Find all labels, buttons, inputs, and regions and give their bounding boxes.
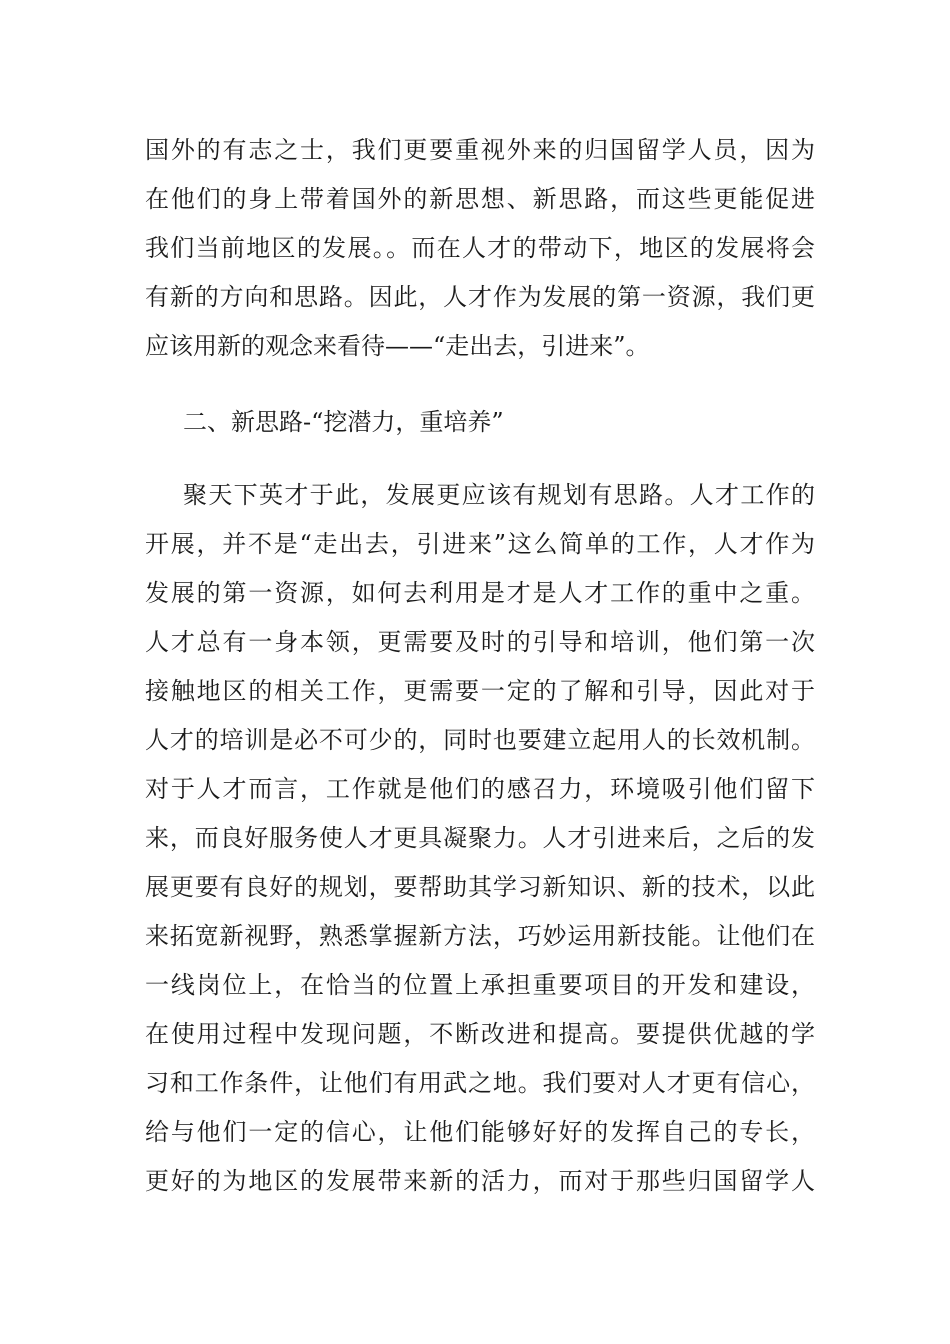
paragraph-line: 来，而良好服务使人才更具凝聚力。人才引进来后，之后的发 (145, 824, 815, 852)
paragraph-line: 应该用新的观念来看待——“走出去，引进来”。 (145, 332, 650, 360)
paragraph-line: 人才总有一身本领，更需要及时的引导和培训，他们第一次 (145, 628, 815, 656)
paragraph-line: 对于人才而言，工作就是他们的感召力，环境吸引他们留下 (145, 775, 815, 803)
paragraph-line: 在他们的身上带着国外的新思想、新思路，而这些更能促进 (145, 185, 815, 213)
paragraph-line: 有新的方向和思路。因此，人才作为发展的第一资源，我们更 (145, 283, 815, 311)
section-heading (145, 398, 815, 447)
paragraph-1 (145, 126, 815, 371)
paragraph-line: 我们当前地区的发展。。而在人才的带动下，地区的发展将会 (145, 234, 815, 262)
paragraph-line: 给与他们一定的信心，让他们能够好好的发挥自己的专长， (145, 1118, 815, 1146)
paragraph-line: 国外的有志之士，我们更要重视外来的归国留学人员，因为 (145, 136, 815, 164)
paragraph-line: 更好的为地区的发展带来新的活力，而对于那些归国留学人 (145, 1167, 815, 1195)
paragraph-line: 发展的第一资源，如何去利用是才是人才工作的重中之重。 (145, 579, 815, 607)
paragraph-line: 来拓宽新视野，熟悉掌握新方法，巧妙运用新技能。让他们在 (145, 922, 815, 950)
paragraph-line: 一线岗位上，在恰当的位置上承担重要项目的开发和建设， (145, 971, 815, 999)
paragraph-line: 开展，并不是“走出去，引进来”这么简单的工作，人才作为 (145, 530, 815, 558)
paragraph-line: 接触地区的相关工作，更需要一定的了解和引导，因此对于 (145, 677, 815, 705)
paragraph-line: 展更要有良好的规划，要帮助其学习新知识、新的技术，以此 (145, 873, 815, 901)
paragraph-line: 聚天下英才于此，发展更应该有规划有思路。人才工作的 (183, 481, 815, 509)
paragraph-line: 习和工作条件，让他们有用武之地。我们要对人才更有信心， (145, 1069, 815, 1097)
paragraph-line: 在使用过程中发现问题，不断改进和提高。要提供优越的学 (145, 1020, 815, 1048)
paragraph-line: 人才的培训是必不可少的，同时也要建立起用人的长效机制。 (145, 726, 815, 754)
paragraph-2 (145, 471, 815, 1206)
section-heading-text: 二、新思路-“挖潜力，重培养” (183, 408, 504, 436)
